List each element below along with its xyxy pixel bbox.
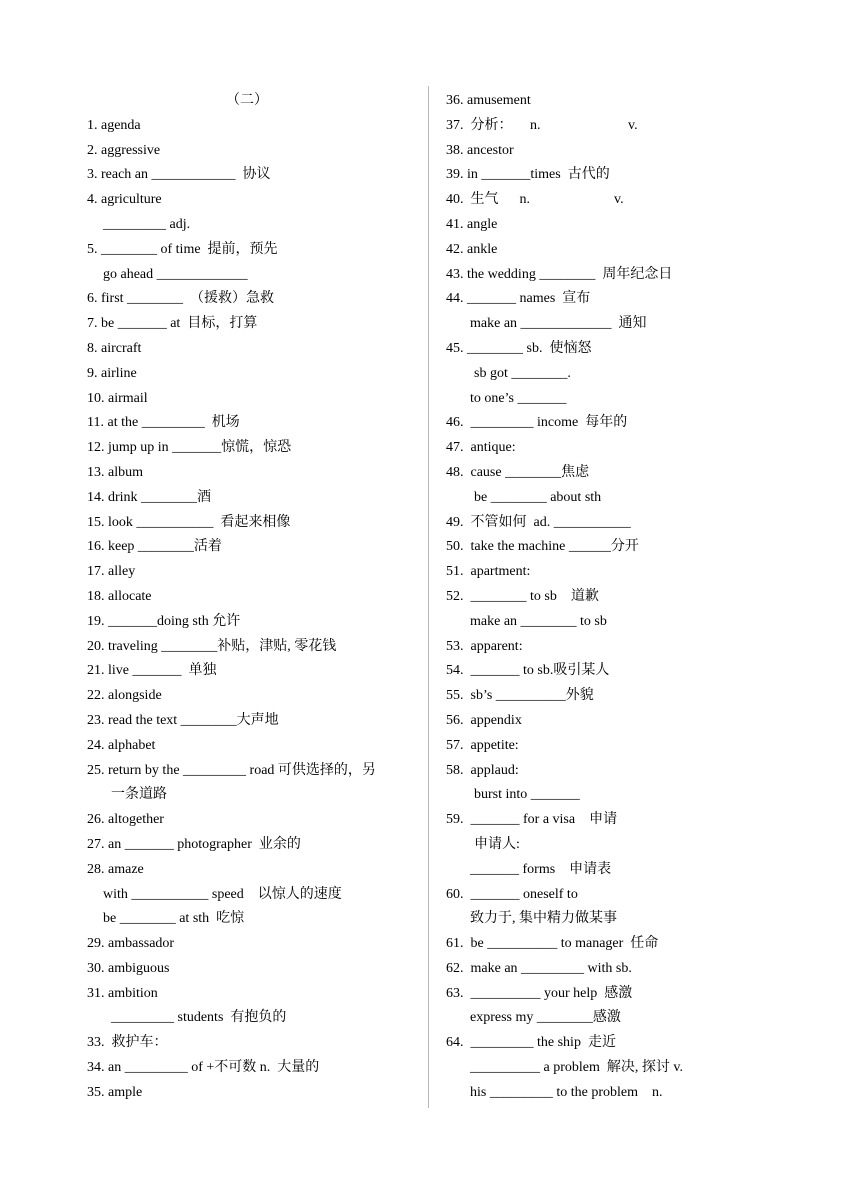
vocab-line: express my ________感激: [470, 1010, 621, 1026]
vocab-line: 59. _______ for a visa 申请: [446, 812, 618, 828]
vocab-line: 34. an _________ of +不可数 n. 大量的: [87, 1060, 320, 1076]
vocab-line: 17. alley: [87, 564, 136, 580]
vocab-line: 30. ambiguous: [87, 960, 170, 976]
vocab-line: 6. first ________ （援救）急救: [87, 291, 275, 307]
vocab-line: 37. 分析： n. v.: [446, 117, 638, 133]
vocab-line: burst into _______: [474, 787, 580, 803]
vocab-line: 63. __________ your help 感激: [446, 985, 633, 1001]
vocab-line: sb got ________.: [474, 365, 571, 381]
vocab-line: 4. agriculture: [87, 192, 162, 208]
vocab-line: be ________ about sth: [474, 489, 602, 505]
vocab-line: 44. _______ names 宣布: [446, 291, 591, 307]
vocab-line: 54. _______ to sb.吸引某人: [446, 663, 610, 679]
right-column: [446, 89, 776, 1106]
vocab-line: 5. ________ of time 提前，预先: [87, 241, 278, 257]
vocab-line: 7. be _______ at 目标，打算: [87, 316, 258, 332]
vocab-line: 33. 救护车：: [87, 1035, 168, 1051]
vocab-line: 38. ancestor: [446, 142, 514, 158]
vocab-line: 58. applaud:: [446, 762, 519, 778]
vocab-line: be ________ at sth 吃惊: [103, 911, 245, 927]
vocab-line: 13. album: [87, 464, 143, 480]
vocab-line: 47. antique:: [446, 440, 516, 456]
vocab-line: with ___________ speed 以惊人的速度: [103, 886, 342, 902]
vocab-line: 46. _________ income 每年的: [446, 415, 628, 431]
vocab-line: 60. _______ oneself to: [446, 886, 578, 902]
vocab-line: make an _____________ 通知: [470, 316, 647, 332]
vocab-line: 40. 生气 n. v.: [446, 192, 624, 208]
vocab-line: 52. ________ to sb 道歉: [446, 588, 599, 604]
vocab-line: his _________ to the problem n.: [470, 1084, 663, 1100]
vocab-line: 20. traveling ________补贴，津贴, 零花钱: [87, 638, 337, 654]
vocab-line: 57. appetite:: [446, 737, 519, 753]
vocab-line: 31. ambition: [87, 985, 158, 1001]
vocab-line: 致力于, 集中精力做某事: [470, 911, 617, 927]
vocab-line: __________ a problem 解决, 探讨 v.: [470, 1060, 683, 1076]
column-divider: [428, 86, 429, 1108]
vocab-line: 27. an _______ photographer 业余的: [87, 836, 301, 852]
vocab-line: 19. _______doing sth 允许: [87, 613, 241, 629]
vocab-line: 43. the wedding ________ 周年纪念日: [446, 266, 673, 282]
vocab-line: 1. agenda: [87, 117, 141, 133]
vocab-line: 49. 不管如何 ad. ___________: [446, 514, 631, 530]
vocab-line: 53. apparent:: [446, 638, 523, 654]
vocab-line: 61. be __________ to manager 任命: [446, 936, 659, 952]
vocab-line: 24. alphabet: [87, 737, 156, 753]
vocab-line: 36. amusement: [446, 93, 531, 108]
vocab-line: 29. ambassador: [87, 936, 175, 952]
vocab-line: 15. look ___________ 看起来相像: [87, 514, 291, 530]
vocab-line: 28. amaze: [87, 861, 144, 877]
vocab-line: 25. return by the _________ road 可供选择的，另: [87, 762, 376, 778]
vocab-line: _________ students 有抱负的: [111, 1010, 287, 1026]
vocab-line: 64. _________ the ship 走近: [446, 1035, 616, 1051]
vocab-line: 8. aircraft: [87, 340, 142, 356]
vocab-line: 18. allocate: [87, 588, 152, 604]
vocab-line: 12. jump up in _______惊慌，惊恐: [87, 440, 292, 456]
vocab-line: 一条道路: [111, 787, 167, 803]
section-title: （二）: [226, 93, 268, 108]
vocab-line: 55. sb’s __________外貌: [446, 688, 594, 704]
vocab-line: 22. alongside: [87, 688, 162, 704]
vocab-line: 48. cause ________焦虑: [446, 464, 590, 480]
vocab-line: _________ adj.: [103, 216, 191, 232]
vocab-line: 10. airmail: [87, 390, 148, 406]
vocab-line: 39. in _______times 古代的: [446, 167, 610, 183]
vocab-line: 42. ankle: [446, 241, 498, 257]
vocab-line: make an ________ to sb: [470, 613, 607, 629]
vocab-line: 41. angle: [446, 216, 498, 232]
vocab-line: 9. airline: [87, 365, 137, 381]
vocab-line: 35. ample: [87, 1084, 143, 1100]
vocab-line: go ahead _____________: [103, 266, 248, 282]
vocab-line: 2. aggressive: [87, 142, 161, 158]
vocab-line: 23. read the text ________大声地: [87, 712, 279, 728]
vocab-line: 3. reach an ____________ 协议: [87, 167, 271, 183]
vocab-line: 26. altogether: [87, 812, 164, 828]
vocab-line: 56. appendix: [446, 712, 522, 728]
vocab-line: 21. live _______ 单独: [87, 663, 217, 679]
vocab-line: 50. take the machine ______分开: [446, 539, 639, 555]
left-column: [87, 89, 425, 1106]
vocab-line: to one’s _______: [470, 390, 567, 406]
vocab-line: 45. ________ sb. 使恼怒: [446, 340, 592, 356]
vocab-line: 62. make an _________ with sb.: [446, 960, 632, 976]
vocab-line: _______ forms 申请表: [470, 861, 612, 877]
vocab-line: 51. apartment:: [446, 564, 531, 580]
vocab-line: 16. keep ________活着: [87, 539, 222, 555]
vocab-line: 14. drink ________酒: [87, 489, 212, 505]
vocab-line: 11. at the _________ 机场: [87, 415, 240, 431]
vocab-line: 申请人:: [474, 836, 520, 852]
